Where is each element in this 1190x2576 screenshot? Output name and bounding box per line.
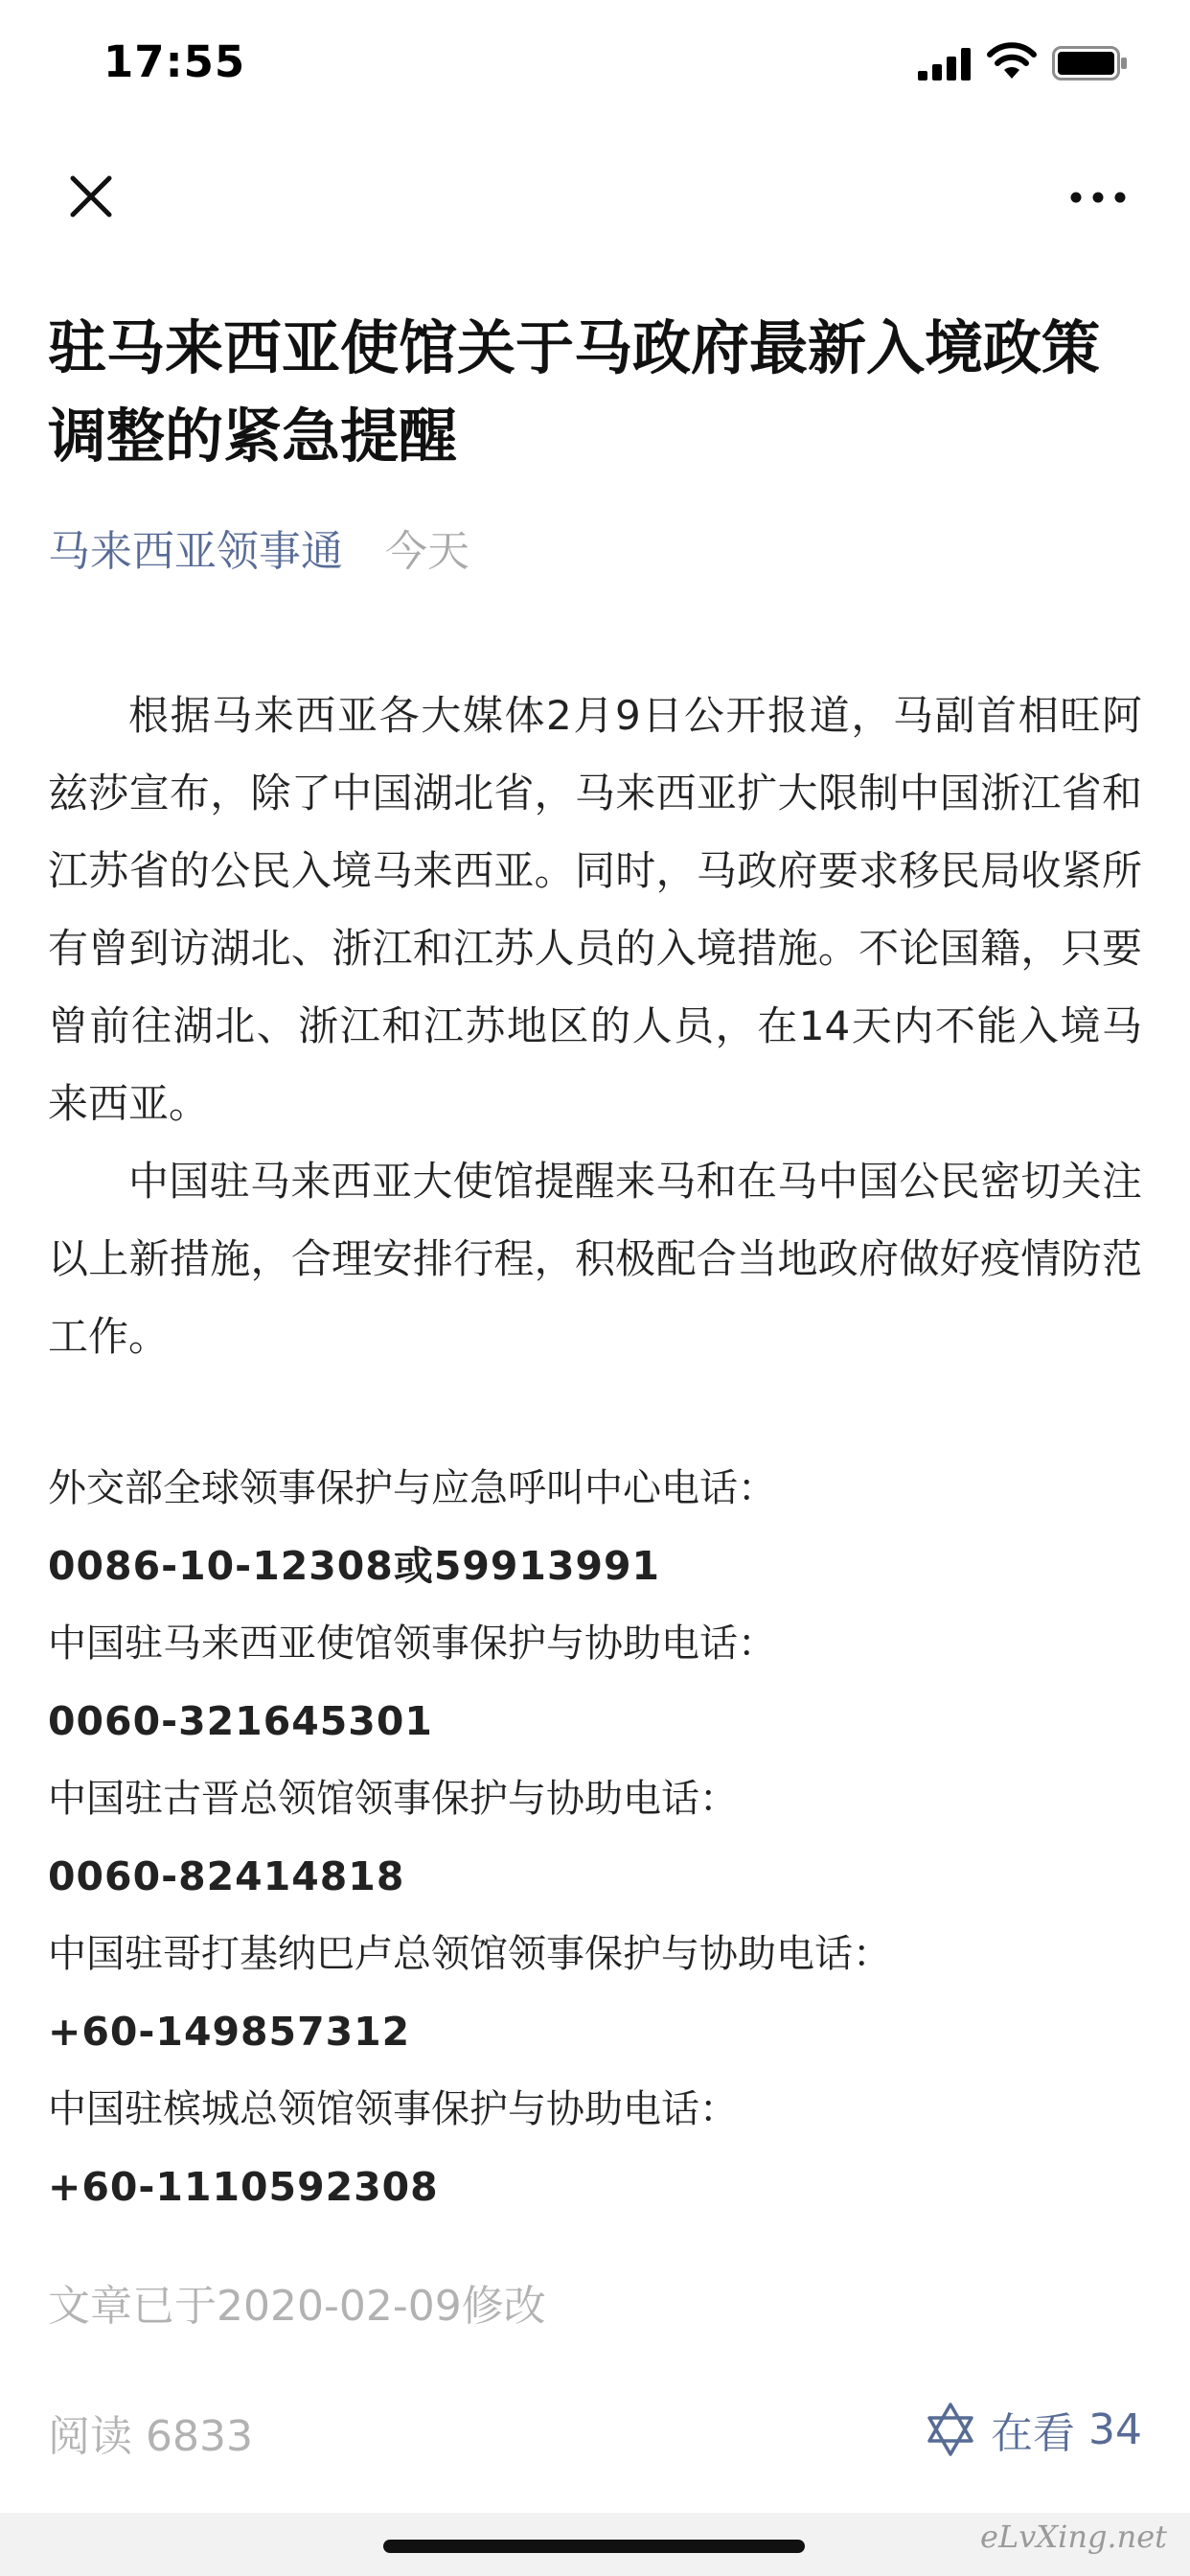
read-count (48, 2402, 253, 2463)
read-count-value: 6833 (146, 2412, 253, 2461)
watching-label: 在看 (991, 2409, 1075, 2458)
status-bar (0, 0, 1190, 134)
contact-number[interactable]: 0086-10-12308或59913991 (48, 1543, 661, 1589)
contact-label: 中国驻槟城总领馆领事保护与协助电话： (48, 2087, 738, 2131)
contact-number[interactable]: +60-149857312 (48, 2009, 411, 2055)
contact-list (48, 1450, 1142, 2226)
cellular-signal-icon (918, 48, 972, 80)
account-name-link[interactable]: 马来西亚领事通 (48, 527, 343, 576)
watching-count: 34 (1088, 2404, 1142, 2454)
article-footer (48, 2392, 1142, 2469)
article-body (48, 677, 1142, 1375)
more-options-icon[interactable] (1060, 169, 1136, 226)
watching-star-icon (922, 2401, 979, 2458)
contact-label: 中国驻古晋总领馆领事保护与协助电话： (48, 1777, 738, 1821)
contact-label: 中国驻马来西亚使馆领事保护与协助电话： (48, 1622, 776, 1666)
paragraph: 根据马来西亚各大媒体2月9日公开报道，马副首相旺阿兹莎宣布，除了中国湖北省，马来西亚扩大限制中国浙江省和江苏省的公民入境马来西亚。同时，马政府要求移民局收紧所有曾到访湖北、浙江和江苏人员的入境措施。不论国籍，只要曾前往湖北、浙江和江苏地区的人员，在14天内不能入境马来西亚。 (48, 692, 1142, 1127)
modified-note: 文章已于2020-02-09修改 (48, 2282, 546, 2331)
read-label: 阅读 (48, 2412, 132, 2461)
contact-number[interactable]: +60-1110592308 (48, 2164, 439, 2210)
battery-icon (1052, 46, 1129, 80)
contact-label: 中国驻哥打基纳巴卢总领馆领事保护与协助电话： (48, 1932, 891, 1976)
article-title: 驻马来西亚使馆关于马政府最新入境政策调整的紧急提醒 (48, 314, 1101, 471)
status-time: 17:55 (103, 36, 246, 87)
wifi-icon (987, 42, 1037, 80)
paragraph: 中国驻马来西亚大使馆提醒来马和在马中国公民密切关注以上新措施，合理安排行程，积极配合当地政府做好疫情防范工作。 (48, 1158, 1142, 1360)
publish-date: 今天 (385, 527, 469, 576)
watermark-logo: eLvXing.net (980, 2518, 1167, 2555)
home-indicator[interactable] (383, 2540, 805, 2553)
contact-number[interactable]: 0060-82414818 (48, 1853, 405, 1899)
article-header (48, 305, 1142, 481)
article-meta (48, 525, 469, 579)
contact-number[interactable]: 0060-321645301 (48, 1698, 433, 1744)
close-icon[interactable] (57, 163, 125, 230)
contact-label: 外交部全球领事保护与应急呼叫中心电话： (48, 1466, 776, 1510)
watching-button[interactable] (922, 2396, 1142, 2463)
nav-bar (0, 134, 1190, 240)
